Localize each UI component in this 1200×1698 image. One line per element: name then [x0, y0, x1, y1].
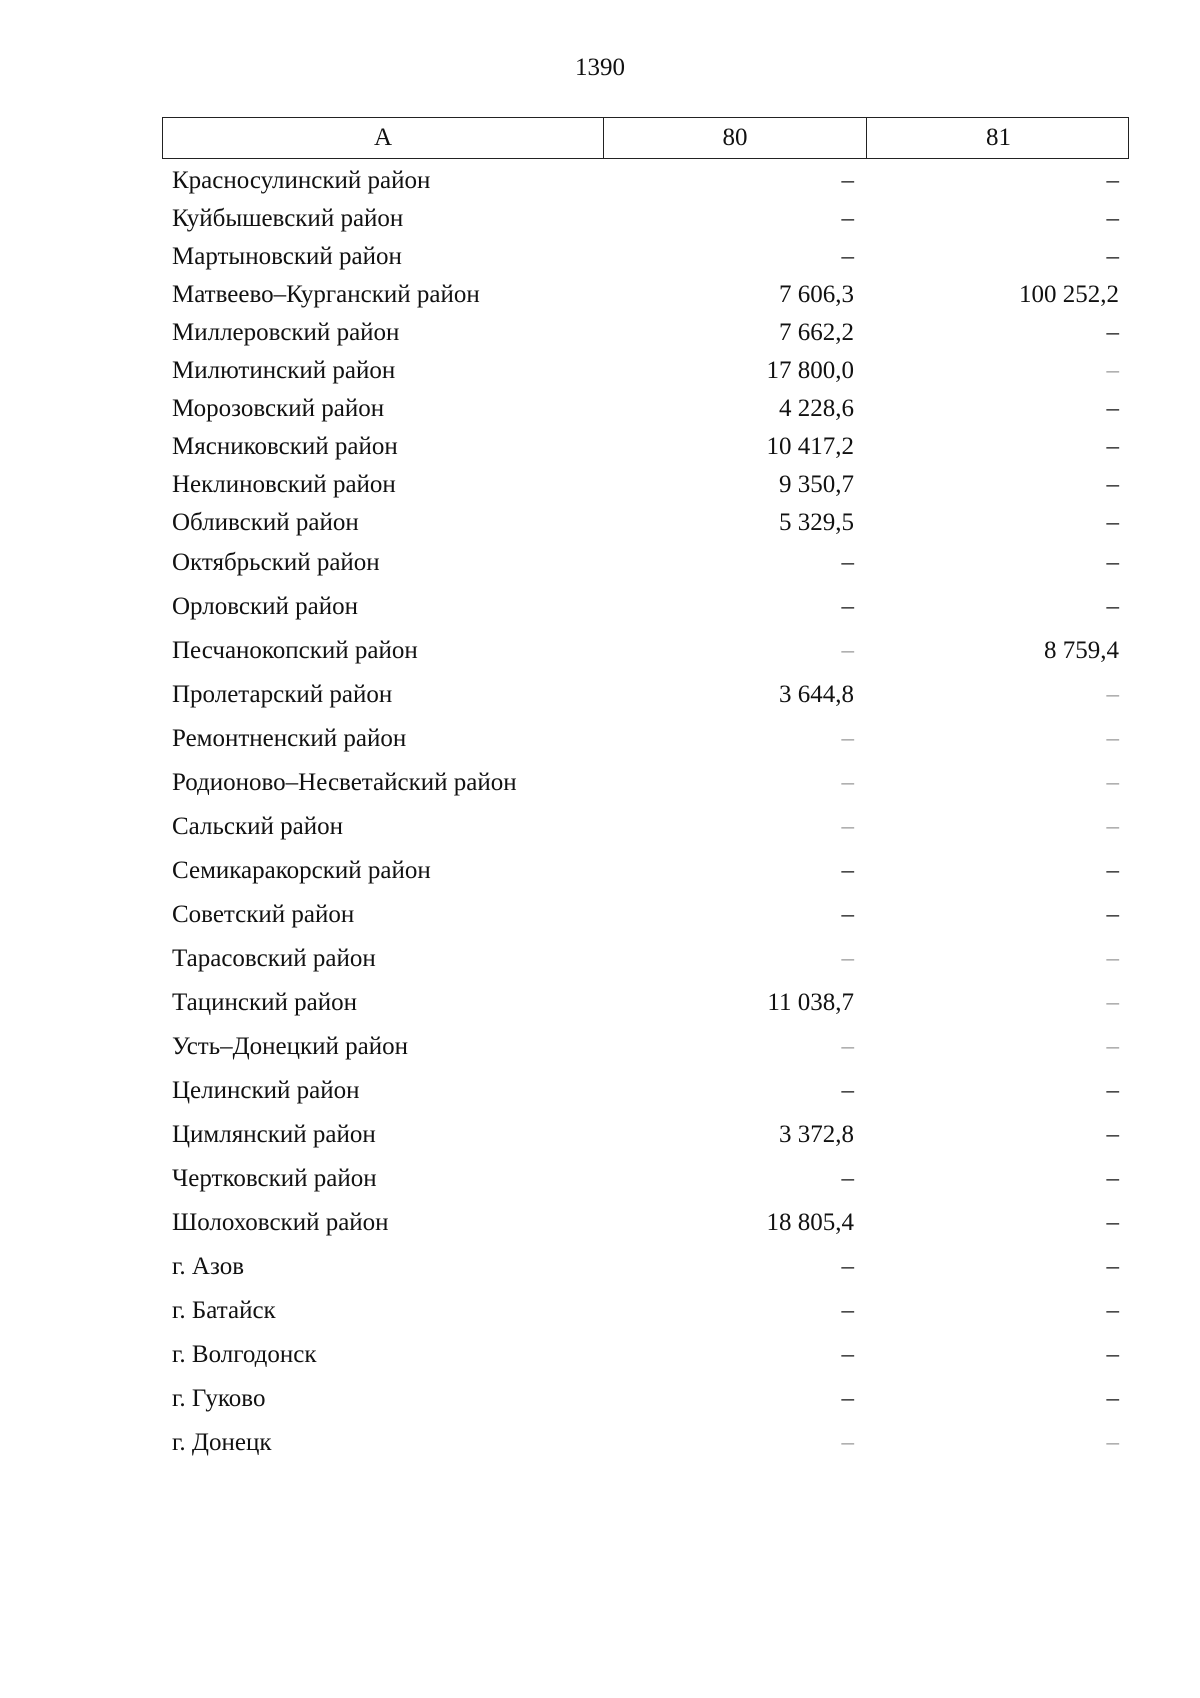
district-name-cell: г. Азов — [172, 1253, 245, 1280]
table-row — [162, 809, 1129, 845]
table-row — [162, 1293, 1129, 1329]
value-cell-80: – — [841, 1297, 854, 1324]
value-cell-80: – — [841, 549, 854, 576]
table-row — [162, 391, 1129, 427]
value-cell-80: 5 329,5 — [779, 509, 854, 536]
district-name-cell: г. Гуково — [172, 1385, 266, 1412]
district-name-cell: Куйбышевский район — [172, 205, 404, 232]
district-name-cell: Неклиновский район — [172, 471, 396, 498]
value-cell-80: 18 805,4 — [766, 1209, 854, 1236]
value-cell-80: – — [841, 945, 854, 972]
value-cell-81: – — [1106, 989, 1119, 1016]
table-row — [162, 897, 1129, 933]
table-row — [162, 677, 1129, 713]
value-cell-80: – — [841, 813, 854, 840]
district-name-cell: Советский район — [172, 901, 355, 928]
district-name-cell: Целинский район — [172, 1077, 360, 1104]
value-cell-81: – — [1106, 901, 1119, 928]
value-cell-81: – — [1106, 857, 1119, 884]
value-cell-80: 17 800,0 — [766, 357, 854, 384]
value-cell-81: – — [1106, 945, 1119, 972]
value-cell-81: – — [1106, 681, 1119, 708]
value-cell-81: – — [1106, 1385, 1119, 1412]
district-name-cell: Ремонтненский район — [172, 725, 407, 752]
table-row — [162, 853, 1129, 889]
district-name-cell: Мясниковский район — [172, 433, 398, 460]
table-row — [162, 1161, 1129, 1197]
header-cell-81: 81 — [866, 118, 1130, 158]
value-cell-80: – — [841, 205, 854, 232]
value-cell-80: – — [841, 769, 854, 796]
district-name-cell: Цимлянский район — [172, 1121, 376, 1148]
district-name-cell: Морозовский район — [172, 395, 385, 422]
table-row — [162, 589, 1129, 625]
table-row — [162, 277, 1129, 313]
value-cell-80: 7 662,2 — [779, 319, 854, 346]
value-cell-81: – — [1106, 167, 1119, 194]
value-cell-80: – — [841, 593, 854, 620]
value-cell-81: – — [1106, 433, 1119, 460]
value-cell-80: 10 417,2 — [766, 433, 854, 460]
value-cell-80: – — [841, 725, 854, 752]
table-row — [162, 429, 1129, 465]
value-cell-81: 8 759,4 — [1044, 637, 1119, 664]
table-row — [162, 467, 1129, 503]
district-name-cell: Песчанокопский район — [172, 637, 418, 664]
value-cell-80: 11 038,7 — [767, 989, 854, 1016]
table-row — [162, 1029, 1129, 1065]
district-name-cell: Октябрьский район — [172, 549, 380, 576]
value-cell-81: – — [1106, 1077, 1119, 1104]
table-row — [162, 1073, 1129, 1109]
district-name-cell: Пролетарский район — [172, 681, 393, 708]
table-row — [162, 1337, 1129, 1373]
table-row — [162, 633, 1129, 669]
district-name-cell: Обливский район — [172, 509, 359, 536]
value-cell-80: – — [841, 1429, 854, 1456]
district-name-cell: Миллеровский район — [172, 319, 400, 346]
table-row — [162, 1249, 1129, 1285]
value-cell-80: – — [841, 1385, 854, 1412]
value-cell-80: – — [841, 1341, 854, 1368]
value-cell-81: – — [1106, 725, 1119, 752]
value-cell-80: 9 350,7 — [779, 471, 854, 498]
district-name-cell: Чертковский район — [172, 1165, 377, 1192]
data-table — [162, 117, 1129, 1456]
value-cell-80: – — [841, 243, 854, 270]
value-cell-81: – — [1106, 1341, 1119, 1368]
value-cell-81: – — [1106, 1429, 1119, 1456]
table-header-row — [162, 117, 1129, 159]
district-name-cell: Шолоховский район — [172, 1209, 389, 1236]
value-cell-80: 4 228,6 — [779, 395, 854, 422]
value-cell-81: – — [1106, 1253, 1119, 1280]
value-cell-81: – — [1106, 357, 1119, 384]
value-cell-80: – — [841, 1033, 854, 1060]
table-row — [162, 941, 1129, 977]
value-cell-81: 100 252,2 — [1019, 281, 1119, 308]
value-cell-81: – — [1106, 1297, 1119, 1324]
value-cell-81: – — [1106, 205, 1119, 232]
value-cell-81: – — [1106, 471, 1119, 498]
value-cell-80: – — [841, 1077, 854, 1104]
district-name-cell: г. Волгодонск — [172, 1341, 317, 1368]
value-cell-80: 7 606,3 — [779, 281, 854, 308]
value-cell-80: – — [841, 901, 854, 928]
value-cell-81: – — [1106, 243, 1119, 270]
district-name-cell: Семикаракорский район — [172, 857, 431, 884]
district-name-cell: Орловский район — [172, 593, 358, 620]
value-cell-80: – — [841, 637, 854, 664]
value-cell-81: – — [1106, 1121, 1119, 1148]
district-name-cell: Милютинский район — [172, 357, 396, 384]
value-cell-81: – — [1106, 593, 1119, 620]
district-name-cell: г. Донецк — [172, 1429, 272, 1456]
value-cell-81: – — [1106, 395, 1119, 422]
value-cell-80: – — [841, 167, 854, 194]
table-row — [162, 721, 1129, 757]
district-name-cell: Сальский район — [172, 813, 343, 840]
header-cell-a: А — [373, 124, 393, 151]
district-name-cell: Тацинский район — [172, 989, 357, 1016]
table-row — [162, 1117, 1129, 1153]
value-cell-80: – — [841, 857, 854, 884]
value-cell-81: – — [1106, 1209, 1119, 1236]
table-row — [162, 765, 1129, 801]
table-row — [162, 201, 1129, 237]
value-cell-80: 3 644,8 — [779, 681, 854, 708]
district-name-cell: г. Батайск — [172, 1297, 276, 1324]
page-number: 1390 — [575, 54, 625, 81]
district-name-cell: Тарасовский район — [172, 945, 376, 972]
district-name-cell: Усть–Донецкий район — [172, 1033, 409, 1060]
table-row — [162, 239, 1129, 275]
value-cell-80: – — [841, 1165, 854, 1192]
table-row — [162, 163, 1129, 199]
district-name-cell: Красносулинский район — [172, 167, 431, 194]
value-cell-81: – — [1106, 319, 1119, 346]
district-name-cell: Матвеево–Курганский район — [172, 281, 480, 308]
value-cell-80: 3 372,8 — [779, 1121, 854, 1148]
district-name-cell: Мартыновский район — [172, 243, 402, 270]
value-cell-81: – — [1106, 549, 1119, 576]
table-row — [162, 353, 1129, 389]
value-cell-81: – — [1106, 813, 1119, 840]
value-cell-81: – — [1106, 1165, 1119, 1192]
table-row — [162, 1425, 1129, 1461]
table-row — [162, 545, 1129, 581]
value-cell-81: – — [1106, 1033, 1119, 1060]
table-row — [162, 985, 1129, 1021]
value-cell-81: – — [1106, 509, 1119, 536]
district-name-cell: Родионово–Несветайский район — [172, 769, 517, 796]
header-cell-80: 80 — [603, 118, 866, 158]
table-row — [162, 1381, 1129, 1417]
value-cell-81: – — [1106, 769, 1119, 796]
table-row — [162, 505, 1129, 541]
table-row — [162, 1205, 1129, 1241]
table-row — [162, 315, 1129, 351]
value-cell-80: – — [841, 1253, 854, 1280]
